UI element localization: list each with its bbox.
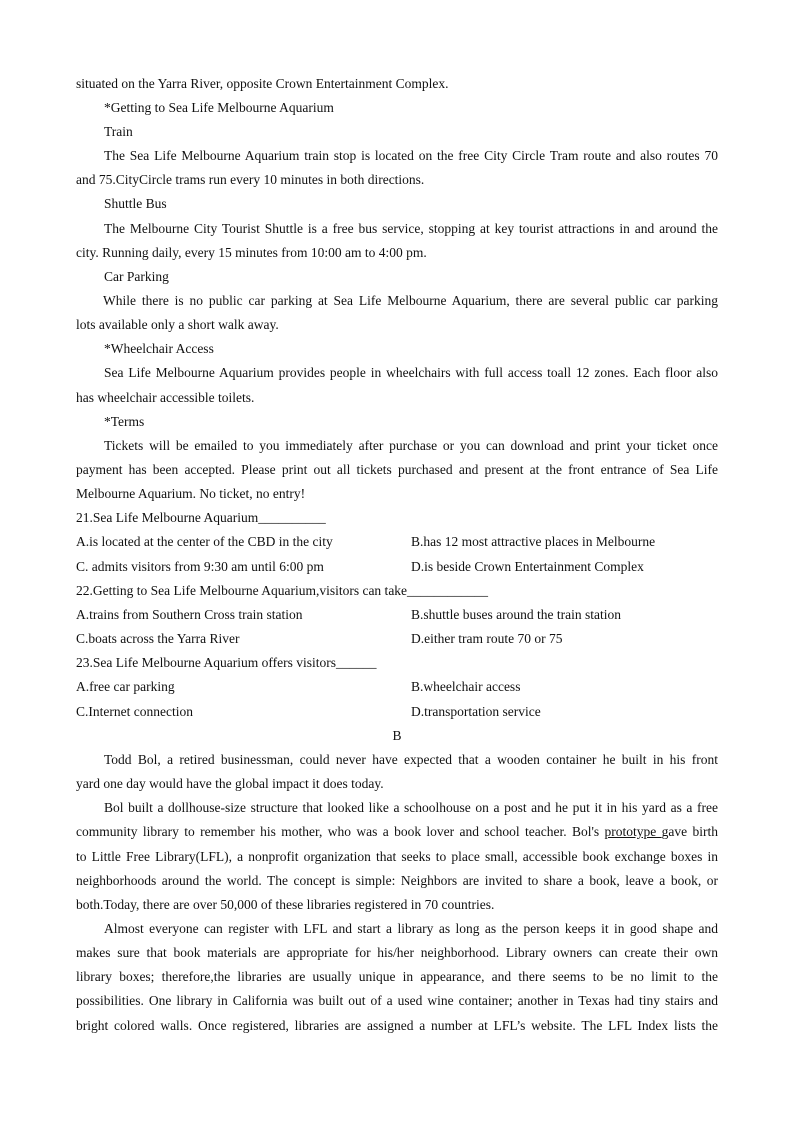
- getting-heading: *Getting to Sea Life Melbourne Aquarium: [104, 100, 334, 115]
- question-22-row-2: [76, 630, 718, 648]
- passage-b-line: possibilities. One library in California was built out of a used wine container; another in Texas had tiny stairs and: [76, 993, 718, 1008]
- train-heading: Train: [104, 124, 133, 139]
- question-22-row-1: [76, 606, 718, 624]
- question-23-stem: 23.Sea Life Melbourne Aquarium offers visitors______: [76, 655, 377, 670]
- parking-text-line: lots available only a short walk away.: [76, 317, 279, 332]
- parking-text-line: While there is no public car parking at Sea Life Melbourne Aquarium, there are several public car parking: [103, 293, 718, 308]
- option-21-a: A.is located at the center of the CBD in the city: [76, 534, 333, 549]
- question-23-row-1: [76, 678, 718, 696]
- passage-b-line: [76, 823, 718, 841]
- option-22-a: A.trains from Southern Cross train station: [76, 607, 303, 622]
- terms-heading: *Terms: [104, 414, 145, 429]
- wheelchair-text-line: has wheelchair accessible toilets.: [76, 390, 255, 405]
- terms-text-line: Melbourne Aquarium. No ticket, no entry!: [76, 486, 306, 501]
- passage-b-line: Todd Bol, a retired businessman, could never have expected that a wooden container he built in his front: [104, 752, 718, 767]
- option-23-a: A.free car parking: [76, 679, 175, 694]
- train-text-line: and 75.CityCircle trams run every 10 minutes in both directions.: [76, 172, 425, 187]
- wheelchair-text-line: Sea Life Melbourne Aquarium provides people in wheelchairs with full access toall 12 zones. Each floor also: [104, 365, 718, 380]
- terms-text-line: payment has been accepted. Please print out all tickets purchased and present at the front entrance of Sea Life: [76, 462, 718, 477]
- shuttle-heading: Shuttle Bus: [104, 196, 167, 211]
- question-23-row-2: [76, 703, 718, 721]
- train-text-line: The Sea Life Melbourne Aquarium train stop is located on the free City Circle Tram route and also routes 70: [104, 148, 718, 163]
- option-21-d: D.is beside Crown Entertainment Complex: [411, 559, 644, 574]
- option-23-b: B.wheelchair access: [411, 679, 521, 694]
- parking-heading: Car Parking: [104, 269, 169, 284]
- passage-b-line: makes sure that book materials are appropriate for his/her neighborhood. Library owners can create their own: [76, 945, 718, 960]
- option-23-d: D.transportation service: [411, 704, 541, 719]
- prototype-underlined-word: prototype: [604, 824, 662, 839]
- question-22-stem: 22.Getting to Sea Life Melbourne Aquarium,visitors can take____________: [76, 583, 489, 598]
- passage-b-line: Bol built a dollhouse-size structure that looked like a schoolhouse on a post and he put it in his yard as a free: [104, 800, 718, 815]
- option-22-d: D.either tram route 70 or 75: [411, 631, 563, 646]
- passage-b-text: community library to remember his mother, who was a book lover and school teacher. Bol's: [76, 824, 605, 839]
- shuttle-text-line: The Melbourne City Tourist Shuttle is a free bus service, stopping at key tourist attractions in and around the: [104, 221, 718, 236]
- terms-text-line: Tickets will be emailed to you immediately after purchase or you can download and print your ticket once: [104, 438, 718, 453]
- passage-b-line: to Little Free Library(LFL), a nonprofit organization that seeks to place small, accessible book exchange boxes in: [76, 849, 718, 864]
- passage-b-text: gave birth: [661, 824, 718, 839]
- question-21-stem: 21.Sea Life Melbourne Aquarium__________: [76, 510, 326, 525]
- question-21-row-1: [76, 533, 718, 551]
- passage-b-line: library boxes; therefore,the libraries are usually unique in appearance, and there seems to be no limit to the: [76, 969, 718, 984]
- passage-b-line: Almost everyone can register with LFL and start a library as long as the person keeps it in good shape and: [104, 921, 718, 936]
- shuttle-text-line: city. Running daily, every 15 minutes from 10:00 am to 4:00 pm.: [76, 245, 427, 260]
- option-22-b: B.shuttle buses around the train station: [411, 607, 621, 622]
- passage-b-line: yard one day would have the global impact it does today.: [76, 776, 384, 791]
- passage-b-line: neighborhoods around the world. The concept is simple: Neighbors are invited to share a book, leave a book, or: [76, 873, 718, 888]
- intro-tail: situated on the Yarra River, opposite Crown Entertainment Complex.: [76, 76, 449, 91]
- passage-b-line: bright colored walls. Once registered, libraries are assigned a number at LFL’s website. The LFL Index lists the: [76, 1018, 718, 1033]
- option-21-b: B.has 12 most attractive places in Melbourne: [411, 534, 656, 549]
- option-21-c: C. admits visitors from 9:30 am until 6:00 pm: [76, 559, 324, 574]
- wheelchair-heading: *Wheelchair Access: [104, 341, 214, 356]
- section-b-heading: B: [392, 728, 402, 743]
- option-23-c: C.Internet connection: [76, 704, 193, 719]
- question-21-row-2: [76, 558, 718, 576]
- passage-b-line: both.Today, there are over 50,000 of these libraries registered in 70 countries.: [76, 897, 495, 912]
- option-22-c: C.boats across the Yarra River: [76, 631, 240, 646]
